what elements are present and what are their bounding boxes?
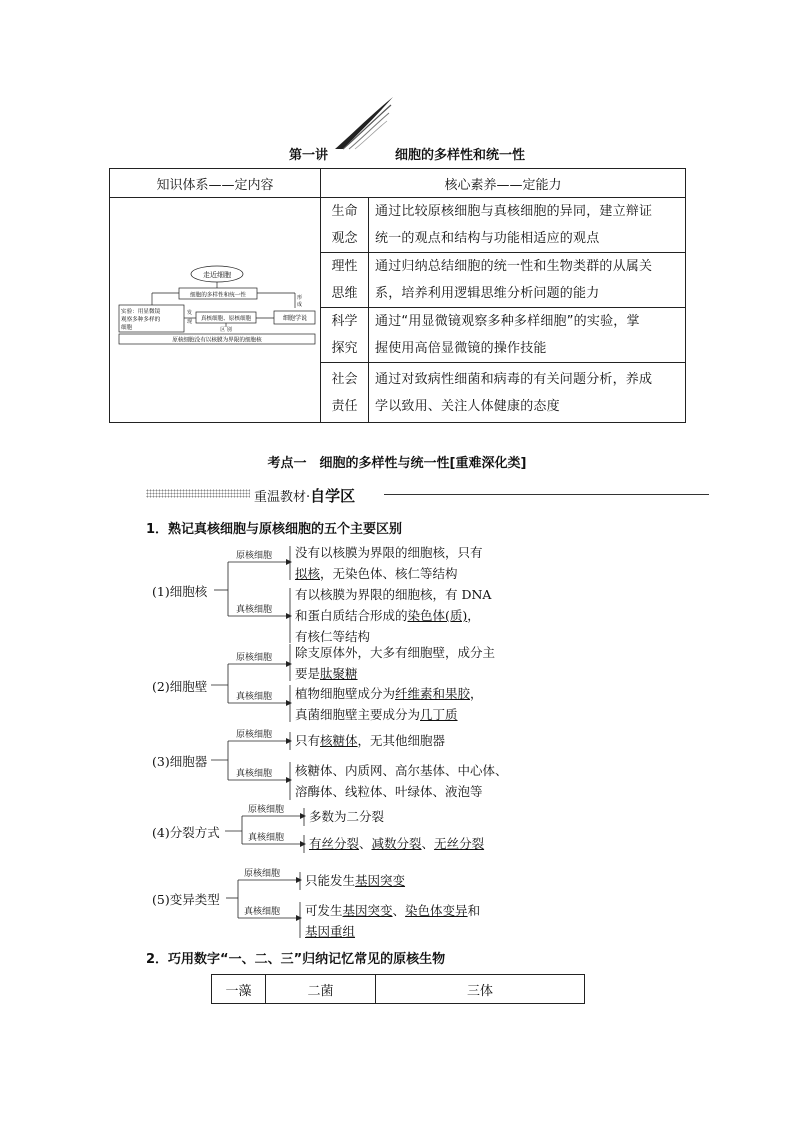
literacy-label-social: 社会 责任 — [321, 363, 369, 423]
label-prok-1: 原核细胞 — [236, 551, 273, 561]
label-prok-5: 原核细胞 — [244, 869, 281, 879]
mindmap-center: 走近细胞 — [203, 271, 231, 279]
literacy-text-life: 通过比较原核细胞与真核细胞的异同，建立辩证 统一的观点和结构与功能相适应的观点 — [369, 198, 686, 253]
mindmap-bottom: 原核细胞没有以核膜为界限的细胞核 — [172, 337, 262, 344]
organelle-euk-text: 核糖体、内质网、高尔基体、中心体、 溶酶体、线粒体、叶绿体、液泡等 — [295, 763, 508, 799]
mindmap-form-1: 形 — [297, 295, 303, 301]
variation-euk-text: 可发生基因突变、染色体变异和 基因重组 — [305, 903, 481, 939]
mindmap-distinguish: 区 别 — [220, 327, 232, 333]
literacy-text-social: 通过对致病性细菌和病毒的有关问题分析，养成 学以致用、关注人体健康的态度 — [369, 363, 686, 423]
label-prok-4: 原核细胞 — [248, 805, 285, 815]
banner-text: 重温教材·自学区 — [254, 487, 356, 505]
literacy-label-life: 生命 观念 — [321, 198, 369, 253]
section-title: 考点一 细胞的多样性与统一性[重难深化类] — [267, 456, 527, 471]
col-bacteria: 二菌 — [266, 975, 376, 1004]
division-prok-text: 多数为二分裂 — [309, 809, 385, 824]
lesson-number: 第一讲 — [289, 148, 329, 163]
nucleus-euk-text: 有以核膜为界限的细胞核，有 DNA 和蛋白质结合形成的染色体(质)， 有核仁等结构 — [295, 587, 492, 644]
mindmap-unity: 细胞的多样性和统一性 — [190, 292, 246, 299]
label-euk-5: 真核细胞 — [244, 907, 281, 917]
prokaryote-table — [211, 974, 585, 1004]
col-algae: 一藻 — [212, 975, 266, 1004]
lesson-title: 细胞的多样性和统一性 — [395, 148, 526, 163]
organelle-prok-text: 只有核糖体，无其他细胞器 — [295, 733, 446, 748]
nucleus-prok-text: 没有以核膜为界限的细胞核，只有 拟核，无染色体、核仁等结构 — [295, 545, 483, 581]
label-euk-4: 真核细胞 — [248, 833, 285, 843]
cat-wall: (2)细胞壁 — [152, 679, 208, 694]
mindmap-compare: 真核细胞、原核细胞 — [200, 316, 252, 322]
cat-division: (4)分裂方式 — [152, 825, 220, 840]
mindmap-form-2: 成 — [297, 302, 303, 308]
label-prok-2: 原核细胞 — [236, 653, 273, 663]
literacy-label-science: 科学 探究 — [321, 308, 369, 363]
mindmap-experiment-1: 实验：用显微镜 — [121, 309, 161, 315]
label-prok-3: 原核细胞 — [236, 730, 273, 740]
mindmap-experiment-2: 观察多种多样的 — [121, 317, 161, 323]
part2-heading: 2．巧用数字“一、二、三”归纳记忆常见的原核生物 — [146, 952, 446, 967]
label-euk-1: 真核细胞 — [236, 605, 273, 615]
mindmap-experiment-3: 细胞 — [121, 325, 133, 331]
mindmap-theory: 细胞学说 — [282, 315, 308, 322]
col-header-knowledge: 知识体系——定内容 — [110, 169, 321, 198]
wall-euk-text: 植物细胞壁成分为纤维素和果胶， 真菌细胞壁主要成分为几丁质 — [295, 686, 483, 722]
cat-variation: (5)变异类型 — [152, 892, 220, 907]
literacy-label-reason: 理性 思维 — [321, 253, 369, 308]
variation-prok-text: 只能发生基因突变 — [305, 873, 406, 888]
part1-heading: 1．熟记真核细胞与原核细胞的五个主要区别 — [146, 522, 403, 537]
wall-prok-text: 除支原体外，大多有细胞壁，成分主 要是肽聚糖 — [295, 645, 496, 681]
literacy-text-reason: 通过归纳总结细胞的统一性和生物类群的从属关 系，培养利用逻辑思维分析问题的能力 — [369, 253, 686, 308]
cat-nucleus: (1)细胞核 — [152, 584, 208, 599]
col-header-literacy: 核心素养——定能力 — [321, 169, 686, 198]
label-euk-3: 真核细胞 — [236, 769, 273, 779]
mindmap-discover-2: 现 — [187, 319, 193, 325]
mindmap-discover-1: 发 — [187, 310, 193, 316]
cat-organelle: (3)细胞器 — [152, 754, 208, 769]
division-euk-text: 有丝分裂、减数分裂、无丝分裂 — [309, 836, 485, 851]
col-bodies: 三体 — [376, 975, 585, 1004]
literacy-text-science: 通过“用显微镜观察多种多样细胞”的实验，掌 握使用高倍显微镜的操作技能 — [369, 308, 686, 363]
label-euk-2: 真核细胞 — [236, 692, 273, 702]
